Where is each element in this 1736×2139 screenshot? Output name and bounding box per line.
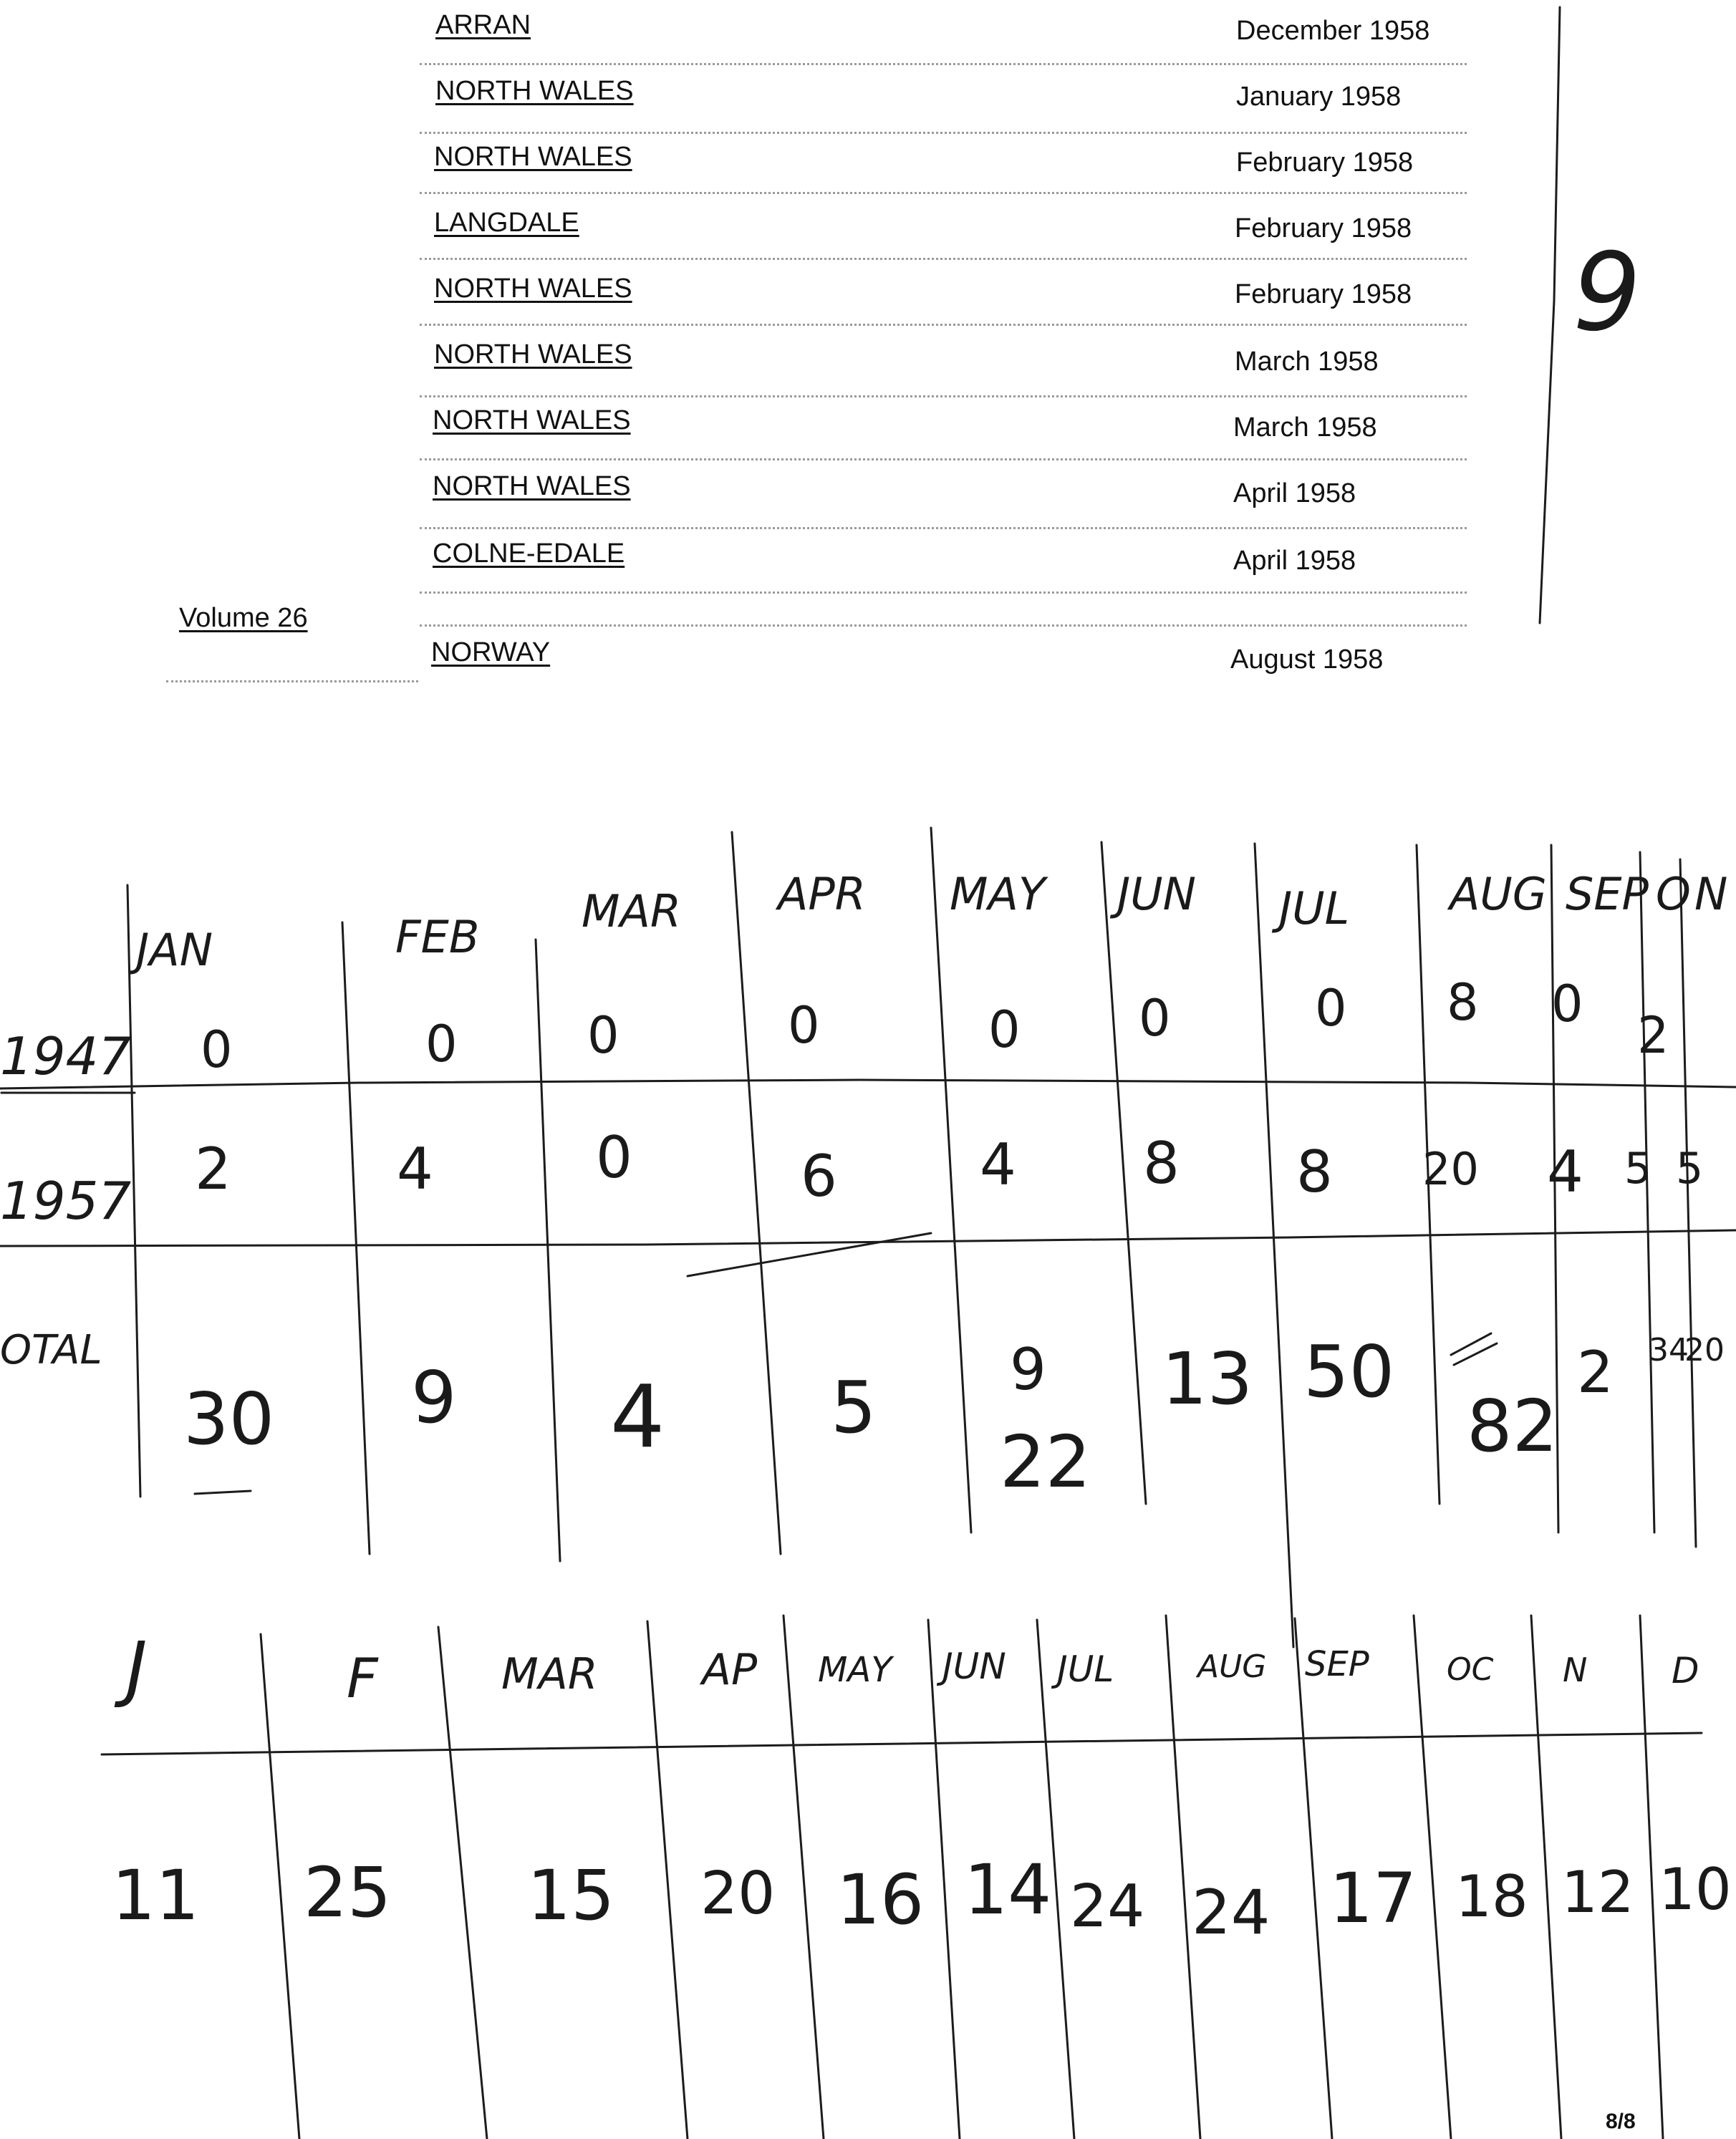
tally1-value: 0	[1551, 975, 1583, 1033]
tally1-value: 5	[1624, 1144, 1652, 1194]
tally1-month: AUG	[1450, 868, 1547, 920]
place-entry: NORWAY	[431, 637, 551, 667]
tally1-month-headers	[128, 868, 1727, 976]
tally1-value: 30	[183, 1377, 275, 1461]
tally1-value: 20	[1422, 1143, 1479, 1195]
date-entry: February 1958	[1235, 279, 1412, 309]
tally1-value: 8	[1143, 1130, 1180, 1197]
tally2-value: 25	[304, 1853, 392, 1933]
place-entry: NORTH WALES	[434, 274, 632, 304]
tally2-month: MAR	[501, 1649, 598, 1699]
date-entry: August 1958	[1230, 644, 1384, 675]
tally1-month: FEB	[395, 911, 480, 963]
date-entry: February 1958	[1236, 148, 1414, 178]
tally1-row-label: 1947	[0, 1026, 132, 1086]
tally1-value: 0	[988, 1000, 1021, 1059]
tally1-value: 0	[201, 1020, 233, 1079]
tally2-value: 17	[1329, 1858, 1417, 1938]
tally2-month-headers	[114, 1626, 1699, 1710]
tally1-value: 8	[1296, 1139, 1333, 1205]
tally1-value: 5	[1676, 1144, 1704, 1194]
place-entry: NORTH WALES	[434, 339, 632, 370]
tally1-extra-value: 22	[1000, 1420, 1091, 1504]
tally2-month: JUN	[942, 1646, 1006, 1687]
tally1-month: N	[1694, 868, 1728, 920]
tally2-month: AUG	[1197, 1648, 1267, 1685]
margin-bracket-line	[1540, 7, 1560, 623]
place-entry: COLNE-EDALE	[433, 539, 625, 569]
tally2-value: 11	[112, 1855, 200, 1936]
tally2-value: 24	[1192, 1877, 1270, 1949]
tally1-row-label: OTAL	[0, 1327, 102, 1373]
tally1-row-total	[183, 1330, 1725, 1504]
date-entry: April 1958	[1233, 546, 1356, 576]
place-entry: NORTH WALES	[433, 471, 631, 501]
tally1-value: 4	[397, 1136, 433, 1202]
tally2-month: J	[126, 1626, 148, 1710]
tally2-month: OC	[1447, 1651, 1494, 1688]
tally1-value: 6	[801, 1143, 837, 1209]
margin-mark: 9	[1573, 231, 1641, 355]
tally1-value: 2	[195, 1136, 231, 1202]
tally1-month: JAN	[136, 924, 213, 976]
tally2-month: N	[1563, 1651, 1588, 1689]
tally1-value: 0	[1315, 979, 1347, 1038]
tally2-month: SEP	[1305, 1644, 1369, 1684]
tally1-month: JUN	[1117, 868, 1197, 920]
tally1-value: 50	[1303, 1330, 1395, 1414]
tally1-value: 8	[1447, 973, 1479, 1032]
place-entry: ARRAN	[435, 10, 531, 40]
tally2-month: AP	[702, 1645, 758, 1695]
tally1-month: MAR	[582, 885, 681, 937]
tally2-value: 18	[1455, 1863, 1528, 1930]
tally1-value: 2	[1577, 1339, 1614, 1406]
tally1-value: 4	[610, 1368, 665, 1467]
tally1-value: 9	[1010, 1336, 1046, 1403]
tally1-row-label: 1957	[0, 1171, 132, 1231]
tally1-value: 0	[587, 1006, 619, 1065]
tally2-value: 15	[527, 1855, 615, 1936]
tally1-row-1947	[201, 973, 1669, 1079]
tally2-value: 24	[1070, 1873, 1145, 1941]
tally2-month: MAY	[818, 1650, 892, 1690]
tally1-month: JUL	[1279, 882, 1350, 935]
tally1-month: APR	[778, 868, 866, 920]
tally2-value: 20	[700, 1860, 776, 1928]
date-entry: March 1958	[1235, 347, 1379, 377]
date-entry: December 1958	[1236, 16, 1430, 46]
tally2-value: 14	[964, 1850, 1052, 1930]
tally1-month: O	[1656, 868, 1691, 920]
tally1-value: 0	[425, 1015, 458, 1073]
tally2-value: 12	[1561, 1859, 1634, 1926]
tally1-value: 4	[980, 1131, 1016, 1198]
tally1-value: 0	[788, 996, 820, 1055]
total-underline	[195, 1491, 251, 1494]
volume-label: Volume 26	[179, 603, 308, 633]
tally1-month: SEP	[1566, 868, 1649, 920]
date-entry: March 1958	[1233, 412, 1377, 443]
tally1-value: 34	[1649, 1332, 1689, 1368]
tally1-value: 9	[411, 1356, 457, 1439]
tally2-value: 10	[1659, 1856, 1732, 1923]
date-entry: April 1958	[1233, 478, 1356, 508]
tally1-grid	[0, 828, 1736, 1647]
tally2-month: F	[347, 1646, 378, 1710]
tally1-value: 4	[1547, 1139, 1583, 1205]
date-entry: February 1958	[1235, 213, 1412, 243]
tally1-value: 0	[596, 1124, 632, 1191]
tally1-month: MAY	[950, 868, 1046, 920]
place-entry: NORTH WALES	[433, 405, 631, 435]
strike-mark	[1451, 1333, 1497, 1365]
tally1-value: 20	[1684, 1332, 1725, 1368]
tally1-value: 2	[1637, 1006, 1669, 1065]
tally1-value: 13	[1162, 1337, 1253, 1421]
tally2-values	[112, 1850, 1732, 1949]
place-entry: NORTH WALES	[434, 142, 632, 172]
tally1-value: 0	[1139, 989, 1171, 1048]
page-number: 8/8	[1606, 2110, 1636, 2133]
tally1-value: 82	[1467, 1384, 1558, 1468]
place-entry: NORTH WALES	[435, 76, 634, 106]
tally2-month: JUL	[1057, 1648, 1114, 1690]
tally2-month: D	[1672, 1650, 1699, 1691]
tally1-value: 5	[831, 1366, 877, 1449]
place-entry: LANGDALE	[434, 208, 579, 238]
date-entry: January 1958	[1236, 82, 1402, 112]
tally1-row-labels	[0, 1026, 131, 1373]
tally2-value: 16	[836, 1860, 925, 1940]
